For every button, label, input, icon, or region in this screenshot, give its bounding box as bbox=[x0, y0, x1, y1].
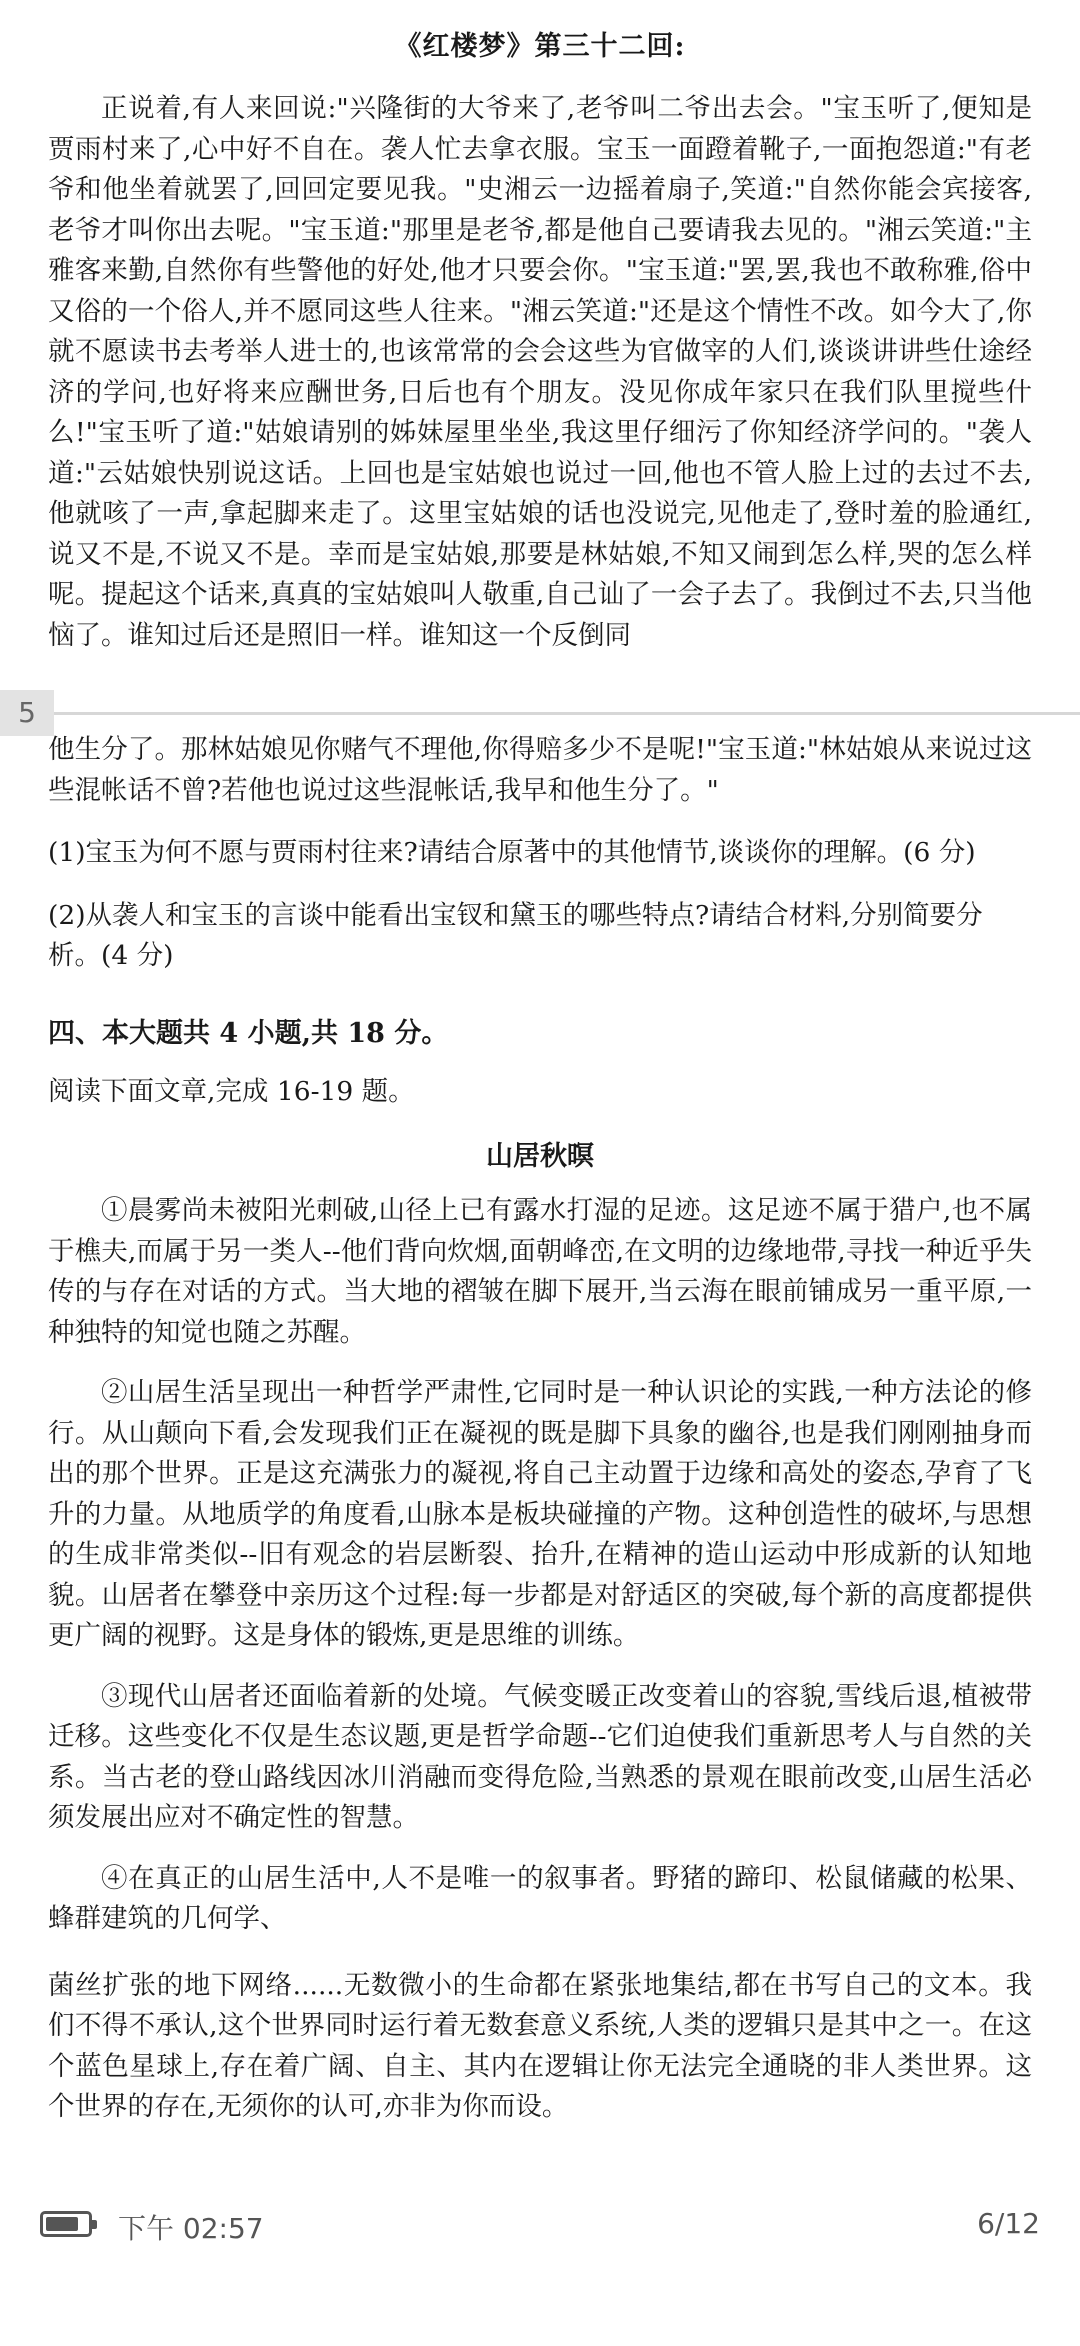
page-bottom bbox=[0, 730, 1080, 2185]
article-title: 山居秋暝 bbox=[486, 1141, 594, 1172]
reading-instruction: 阅读下面文章,完成 16-19 题。 bbox=[48, 1075, 415, 1107]
page-indicator[interactable]: 6/12 bbox=[977, 2207, 1040, 2240]
article-paragraph-4-continuation: 菌丝扩张的地下网络......无数微小的生命都在紧张地集结,都在书写自己的文本。我们不得不承认,这个世界同时运行着无数套意义系统,人类的逻辑只是其中之一。在这个蓝色星球上,存在着广阔、自主、其内在逻辑让你无法完全通晓的非人类世界。这个世界的存在,无须你的认可,亦非为你而设。 bbox=[48, 1969, 1032, 2122]
battery-icon bbox=[40, 2211, 92, 2237]
passage-continuation: 他生分了。那林姑娘见你赌气不理他,你得赔多少不是呢!"宝玉道:"林姑娘从来说过这些混帐话不曾?若他也说过这些混帐话,我早和他生分了。" bbox=[48, 734, 1032, 806]
article-paragraph-1: ①晨雾尚未被阳光刺破,山径上已有露水打湿的足迹。这足迹不属于猎户,也不属于樵夫,而属于另一类人--他们背向炊烟,面朝峰峦,在文明的边缘地带,寻找一种近乎失传的与存在对话的方式。当大地的褶皱在脚下展开,当云海在眼前铺成另一重平原,一种独特的知觉也随之苏醒。 bbox=[48, 1195, 1032, 1348]
article-paragraph-2: ②山居生活呈现出一种哲学严肃性,它同时是一种认识论的实践,一种方法论的修行。从山颠向下看,会发现我们正在凝视的既是脚下具象的幽谷,也是我们刚刚抽身而出的那个世界。正是这充满张力的凝视,将自己主动置于边缘和高处的姿态,孕育了飞升的力量。从地质学的角度看,山脉本是板块碰撞的产物。这种创造性的破坏,与思想的生成非常类似--旧有观念的岩层断裂、抬升,在精神的造山运动中形成新的认知地貌。山居者在攀登中亲历这个过程:每一步都是对舒适区的突破,每个新的高度都提供更广阔的视野。这是身体的锻炼,更是思维的训练。 bbox=[48, 1377, 1032, 1651]
page-number-badge: 5 bbox=[0, 690, 54, 736]
section-heading: 四、本大题共 4 小题,共 18 分。 bbox=[48, 1017, 449, 1049]
clock-time: 下午 02:57 bbox=[118, 2212, 264, 2245]
question-1: (1)宝玉为何不愿与贾雨村往来?请结合原著中的其他情节,谈谈你的理解。(6 分) bbox=[48, 837, 976, 868]
question-2: (2)从袭人和宝玉的言谈中能看出宝钗和黛玉的哪些特点?请结合材料,分别简要分析。(4 分) bbox=[48, 899, 983, 971]
article-paragraph-4: ④在真正的山居生活中,人不是唯一的叙事者。野猪的蹄印、松鼠储藏的松果、蜂群建筑的几何学、 bbox=[48, 1862, 1032, 1934]
page-top bbox=[0, 0, 1080, 700]
passage-text: 正说着,有人来回说:"兴隆街的大爷来了,老爷叫二爷出去会。"宝玉听了,便知是贾雨村来了,心中好不自在。袭人忙去拿衣服。宝玉一面蹬着靴子,一面抱怨道:"有老爷和他坐着就罢了,回回定要见我。"史湘云一边摇着扇子,笑道:"自然你能会宾接客,老爷才叫你出去呢。"宝玉道:"那里是老爷,都是他自己要请我去见的。"湘云笑道:"主雅客来勤,自然你有些警他的好处,他才只要会你。"宝玉道:"罢,罢,我也不敢称雅,俗中又俗的一个俗人,并不愿同这些人往来。"湘云笑道:"还是这个情性不改。如今大了,你就不愿读书去考举人进士的,也该常常的会会这些为官做宰的人们,谈谈讲讲些仕途经济的学问,也好将来应酬世务,日后也有个朋友。没见你成年家只在我们队里搅些什么!"宝玉听了道:"姑娘请别的姊妹屋里坐坐,我这里仔细污了你知经济学问的。"袭人道:"云姑娘快别说这话。上回也是宝姑娘也说过一回,他也不管人脸上过的去过不去,他就咳了一声,拿起脚来走了。这里宝姑娘的话也没说完,见他走了,登时羞的脸通红,说又不是,不说又不是。幸而是宝姑娘,那要是林姑娘,不知又闹到怎么样,哭的怎么样呢。提起这个话来,真真的宝姑娘叫人敬重,自己讪了一会子去了。我倒过不去,只当他恼了。谁知过后还是照旧一样。谁知这一个反倒同 bbox=[48, 93, 1032, 651]
chapter-title: 《红楼梦》第三十二回: bbox=[394, 31, 686, 62]
bottom-blank-area bbox=[0, 2255, 1080, 2346]
article-paragraph-3: ③现代山居者还面临着新的处境。气候变暖正改变着山的容貌,雪线后退,植被带迁移。这些变化不仅是生态议题,更是哲学命题--它们迫使我们重新思考人与自然的关系。当古老的登山路线因冰川消融而变得危险,当熟悉的景观在眼前改变,山居生活必须发展出应对不确定性的智慧。 bbox=[48, 1680, 1032, 1833]
reader-status-bar bbox=[0, 2195, 1080, 2255]
divider-line bbox=[54, 712, 1080, 715]
